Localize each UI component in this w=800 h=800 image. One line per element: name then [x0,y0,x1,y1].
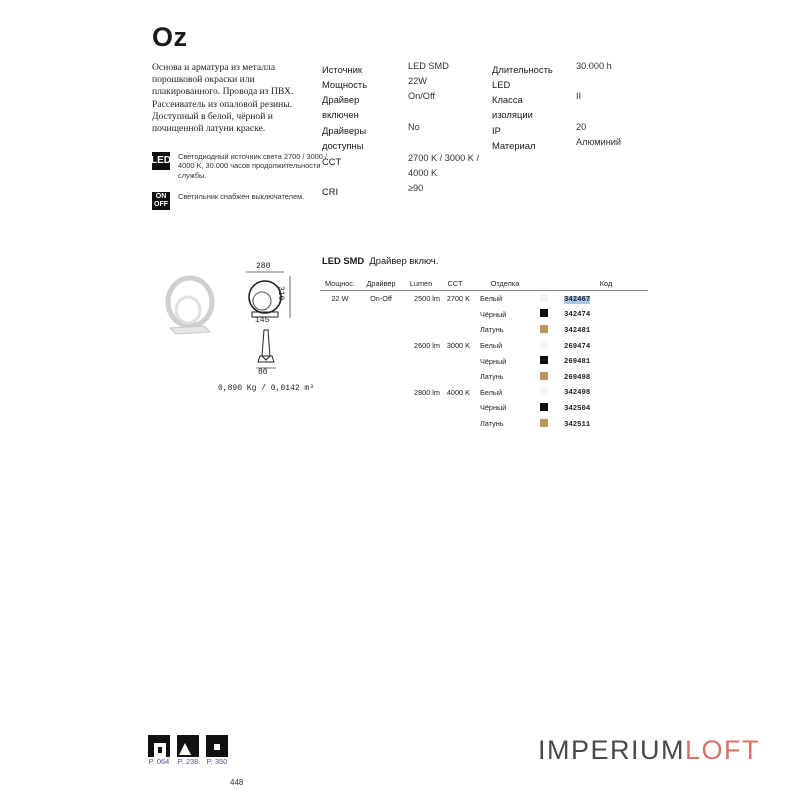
col-swatch [540,277,564,291]
spec-value: No [408,122,420,132]
spec-value: ≥90 [408,183,424,193]
mount-ceiling-icon [148,735,170,757]
white-swatch [540,387,548,395]
product-code: 342504 [564,404,591,413]
on-off-icon: ON OFF [154,193,168,208]
page-refs [148,735,228,766]
brass-swatch [540,325,548,333]
feature-switch [152,192,338,210]
side-drawing [252,326,280,370]
section-label [322,255,438,266]
spec-value: 2700 K / 3000 K / 4000 K [408,153,480,179]
spec-label: CRI [322,186,339,197]
col-lumen: Lumen [402,277,440,291]
page-ref-3[interactable]: P. 350 [206,735,228,766]
product-code: 269474 [564,342,591,351]
page-number: 448 [230,778,244,787]
spec-value: 30.000 h [576,61,612,71]
table-header-row [320,277,648,291]
product-image [160,272,222,340]
mount-table-icon [206,735,228,757]
table-row: Латунь 342511 [480,419,591,429]
col-finish: Отделка [470,277,540,291]
spec-value: II [576,91,582,101]
dim-height: 310 [276,286,285,301]
section-label-bold: LED SMD [322,255,365,266]
col-code: Код [564,277,648,291]
led-icon: LED [152,152,170,170]
col-driver: Драйвер [360,277,402,291]
spec-value: LED SMD [408,61,449,71]
page-ref-2[interactable]: P. 238 [177,735,199,766]
table-row: Чёрный 269481 [480,356,591,367]
spec-label: Источник [322,64,363,75]
product-description: Основа и арматура из металла порошковой окраски или плакированного. Провода из ПВХ. Рассеиватель из опаловой резины. Доступный в белой, чёрной и почищенной латуни краске. [152,62,294,135]
spec-label: Мощность [322,79,368,90]
weight-volume: 0,890 Kg / 0,0142 m³ [218,384,315,393]
feature-led [152,152,338,180]
table-row: 22 W On-Off 2500 lm 2700 K Белый 342467 [331,294,591,304]
spec-value: On/Off [408,91,435,101]
spec-value: 22W [408,76,427,86]
brass-swatch [540,372,548,380]
feature-switch-text: Светильник снабжен выключателем. [178,192,305,201]
table-row: Латунь 342481 [480,325,591,335]
brass-swatch [540,419,548,427]
col-power: Мощнос. [320,277,360,291]
product-code: 269481 [564,358,591,367]
table-row: Чёрный 342474 [480,309,591,320]
white-swatch [540,294,548,302]
spec-label: Класса изоляции [492,94,533,121]
feature-led-text: Светодиодный источник света 2700 / 3000 / 4000 K, 30.000 часов продолжительности службы. [178,152,328,180]
spec-label: Драйверы доступны [322,125,367,152]
black-swatch [540,356,548,364]
mount-wall-icon [177,735,199,757]
spec-label: IP [492,125,501,136]
section-label-rest: Драйвер включ. [369,255,439,266]
dim-width: 280 [256,262,271,271]
table-row: Чёрный 342504 [480,403,591,413]
product-code: 342511 [564,420,591,429]
black-swatch [540,403,548,411]
product-code: 269498 [564,373,591,382]
brand-logo: IMPERIUMLOFT [537,735,760,765]
spec-label: Драйвер включен [322,94,360,121]
spec-label: CCT [322,156,342,167]
spec-value: Алюминий [576,137,622,147]
col-cct: CCT [440,277,470,291]
product-code: 342474 [564,311,591,320]
black-swatch [540,309,548,317]
page-ref-1[interactable]: P. 064 [148,735,170,766]
table-row: 2600 lm 3000 K Белый 269474 [414,341,591,351]
front-drawing [244,270,304,326]
product-code: 342498 [564,389,591,398]
product-code: 342467 [564,295,591,304]
product-code: 342481 [564,326,591,335]
dim-depth: 80 [258,368,268,377]
spec-value: 20 [576,122,587,132]
spec-label: Материал [492,140,536,151]
product-title: Oz [152,22,188,52]
table-row: Латунь 269498 [480,372,591,382]
dim-base: 145 [255,316,270,325]
white-swatch [540,341,548,349]
codes-table [320,277,648,431]
table-row: 2800 lm 4000 K Белый 342498 [414,387,591,398]
spec-label: Длительность LED [492,64,553,91]
